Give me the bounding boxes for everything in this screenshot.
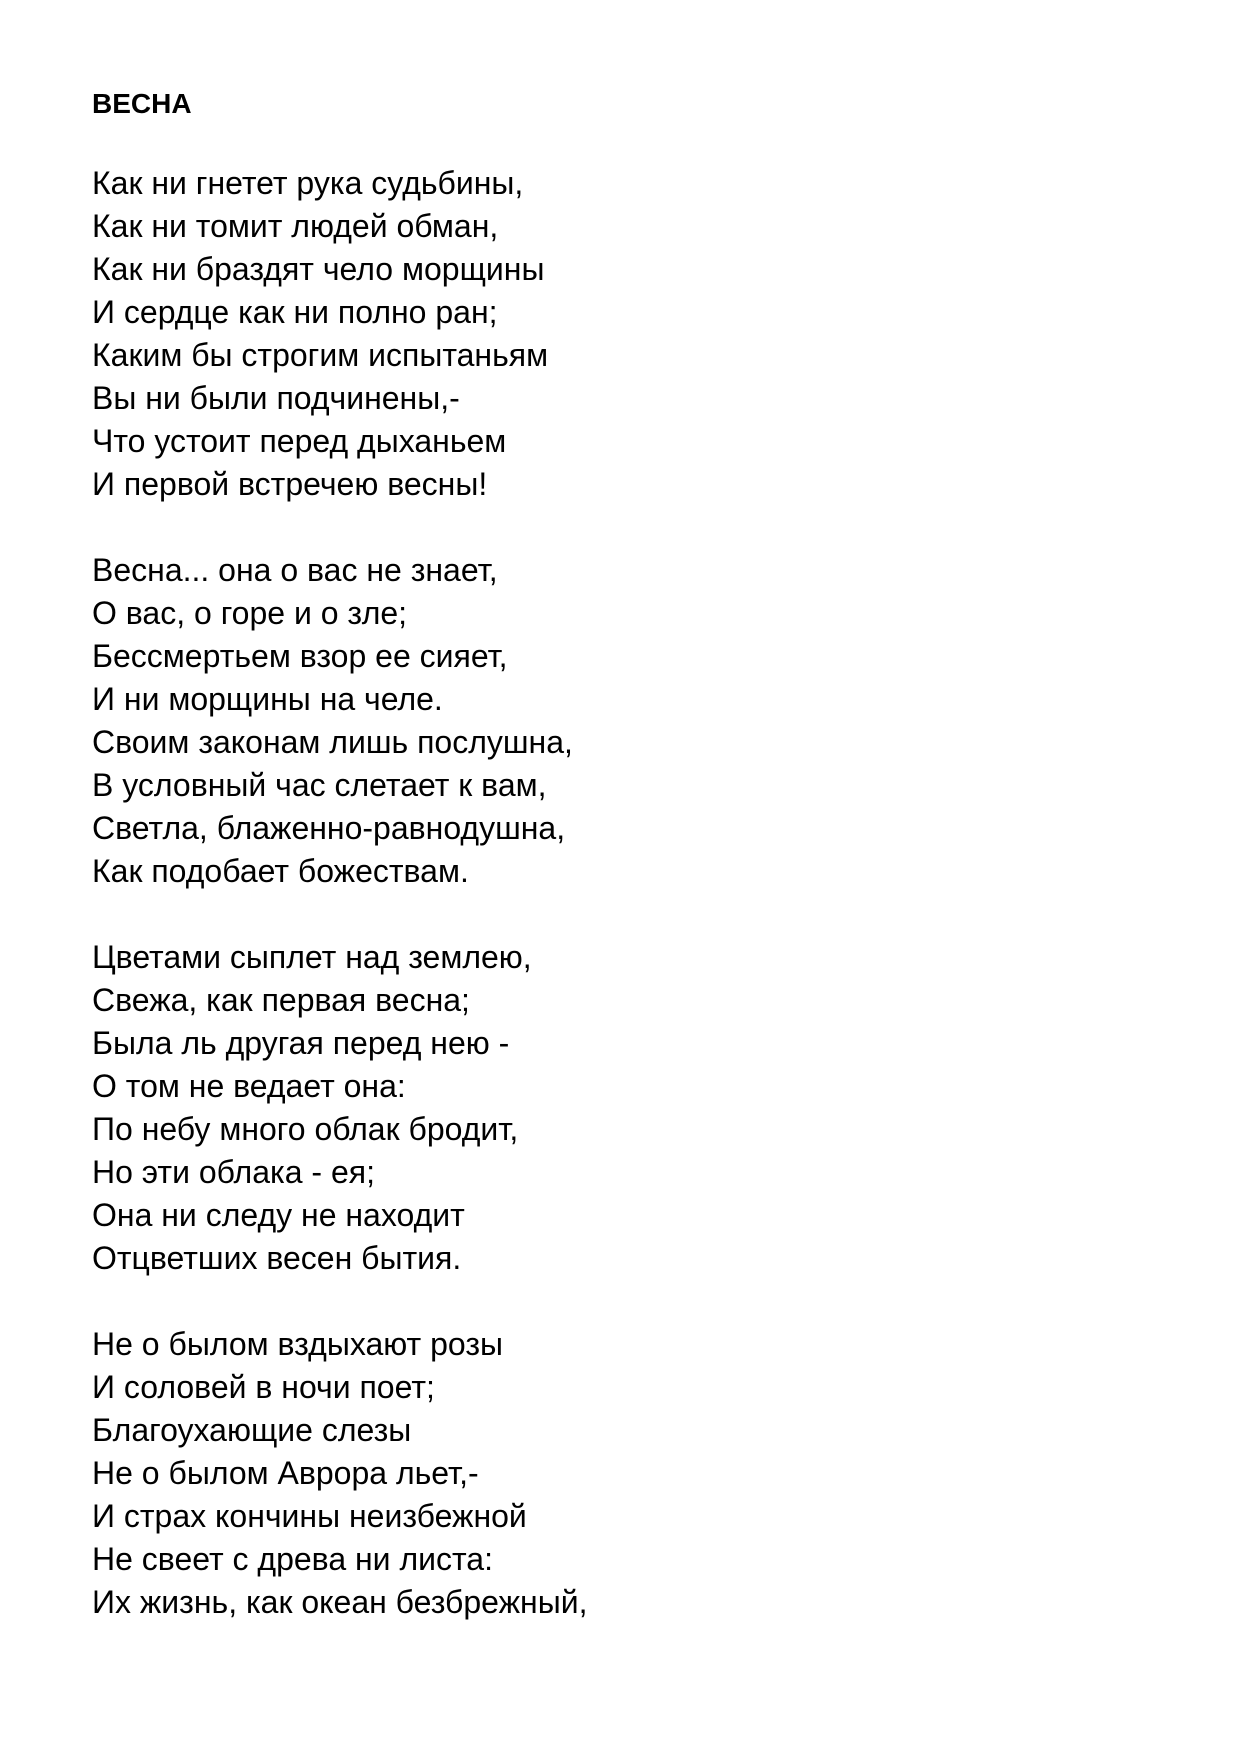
- poem-line: Благоухающие слезы: [92, 1412, 412, 1448]
- poem-line: Что устоит перед дыханьем: [92, 423, 507, 459]
- poem-body: [92, 162, 1192, 1667]
- poem-title: ВЕСНА: [92, 88, 192, 119]
- poem-line: И сердце как ни полно ран;: [92, 294, 498, 330]
- poem-line: Но эти облака - ея;: [92, 1154, 375, 1190]
- poem-line: Каким бы строгим испытаньям: [92, 337, 549, 373]
- poem-line: Цветами сыплет над землею,: [92, 939, 532, 975]
- poem-line: Она ни следу не находит: [92, 1197, 465, 1233]
- poem-line: Как ни томит людей обман,: [92, 208, 499, 244]
- poem-line: И ни морщины на челе.: [92, 681, 443, 717]
- poem-line: И соловей в ночи поет;: [92, 1369, 435, 1405]
- poem-line: Отцветших весен бытия.: [92, 1240, 462, 1276]
- poem-line: В условный час слетает к вам,: [92, 767, 547, 803]
- poem-line: Их жизнь, как океан безбрежный,: [92, 1584, 588, 1620]
- poem-line: Как ни браздят чело морщины: [92, 251, 545, 287]
- poem-line: Не свеет с древа ни листа:: [92, 1541, 493, 1577]
- poem-line: Вы ни были подчинены,-: [92, 380, 460, 416]
- poem-line: Весна... она о вас не знает,: [92, 552, 498, 588]
- poem-line: Как ни гнетет рука судьбины,: [92, 165, 524, 201]
- poem-line: И страх кончины неизбежной: [92, 1498, 527, 1534]
- poem-line: По небу много облак бродит,: [92, 1111, 519, 1147]
- stanza-1: [92, 162, 1192, 506]
- poem-line: О том не ведает она:: [92, 1068, 406, 1104]
- poem-line: О вас, о горе и о зле;: [92, 595, 408, 631]
- stanza-4: [92, 1323, 1192, 1624]
- poem-line: Своим законам лишь послушна,: [92, 724, 573, 760]
- poem-line: Бессмертьем взор ее сияет,: [92, 638, 508, 674]
- poem-line: Как подобает божествам.: [92, 853, 469, 889]
- poem-line: Свежа, как первая весна;: [92, 982, 470, 1018]
- poem-line: Светла, блаженно-равнодушна,: [92, 810, 566, 846]
- poem-line: Была ль другая перед нею -: [92, 1025, 510, 1061]
- stanza-3: [92, 936, 1192, 1280]
- poem-line: Не о былом вздыхают розы: [92, 1326, 503, 1362]
- stanza-2: [92, 549, 1192, 893]
- poem-line: И первой встречею весны!: [92, 466, 488, 502]
- poem-line: Не о былом Аврора льет,-: [92, 1455, 479, 1491]
